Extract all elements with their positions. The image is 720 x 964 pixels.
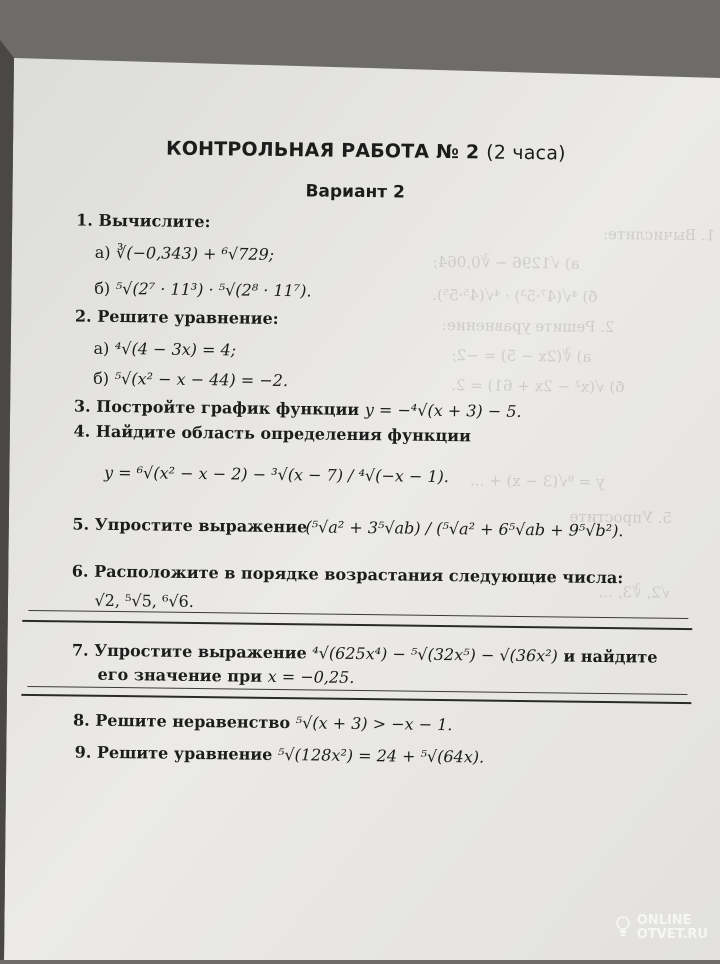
task-2-heading: 2. Решите уравнение: xyxy=(75,307,279,329)
task-1a: а) ∛(−0,343) + ⁶√729; xyxy=(95,243,275,265)
task-1-heading: 1. Вычислите: xyxy=(76,211,211,233)
task-7-expression: ⁴√(625x⁴) − ⁵√(32x⁵) − √(36x²) xyxy=(312,643,558,665)
title-bold: КОНТРОЛЬНАЯ РАБОТА № 2 xyxy=(166,138,480,164)
task-7: 7. Упростите выражение ⁴√(625x⁴) − ⁵√(32x⁵) − √(36x²) и найдите xyxy=(72,640,658,667)
page: 1. Вычислите: а) √1296 − ∛0,064; б) ⁴√(4⁷·5³) · ⁴√(4⁵·5⁵). 2. Решите уравнение: а) ∛(2x − 5) = −2; б) √(x² − 2x + 61) = 2. y = ⁸√(3 − x) + ... 5. Упростите √2, ∛3, ... КОНТРОЛЬНАЯ РАБОТА № 2 (2 часа) Вариант 2 1. Вычислите: а) ∛(−0,343) + ⁶√729; б) ⁵√(2⁷ · 11³) · ⁵√(2⁸ · 11⁷). 2. Решите уравнение: а) ⁴√(4 − 3x) = 4; б) ⁵√(x² − x − 44) = −2. 3. Постройте график функции y = −⁴√(x + 3) − 5. 4. Найдите область определения функции y = ⁶√(x² − x − 2) − ³√(x − 7) / ⁴√(−x − 1). 5. Упростите выражение (⁵√a² + 3⁵√ab) / (⁵√a² + 6⁵√ab + 9⁵√b²). 6. Расположите в порядке возрастания следующие числа: √2, ⁵√5, ⁶√6. 7. Упростите выражение ⁴√(625x⁴) − ⁵√(32x⁵) − √(36x²) и найдите его значение при x = −0,25. 8. Решите неравенство ⁵√(x + 3) > −x − 1. 9. Решите уравнение ⁵√(128x²) = 24 + ⁵√(64x). xyxy=(0,0,720,964)
task-5-expression: (⁵√a² + 3⁵√ab) / (⁵√a² + 6⁵√ab + 9⁵√b²). xyxy=(305,517,623,541)
task-2a-expression: ⁴√(4 − 3x) = 4; xyxy=(115,339,236,359)
task-9: 9. Решите уравнение ⁵√(128x²) = 24 + ⁵√(64x). xyxy=(75,743,485,768)
task-3: 3. Постройте график функции y = −⁴√(x + 3) − 5. xyxy=(74,396,522,421)
divider-bottom-1 xyxy=(27,686,687,695)
task-8: 8. Решите неравенство ⁵√(x + 3) > −x − 1. xyxy=(73,711,453,736)
page-title xyxy=(166,138,566,165)
task-4-heading: 4. Найдите область определения функции xyxy=(73,421,471,446)
task-6-heading: 6. Расположите в порядке возрастания следующие числа: xyxy=(72,561,624,588)
title-paren: (2 часа) xyxy=(486,142,566,165)
task-2b-expression: ⁵√(x² − x − 44) = −2. xyxy=(115,369,289,390)
task-1a-expression: ∛(−0,343) + ⁶√729; xyxy=(116,243,274,264)
task-8-expression: ⁵√(x + 3) > −x − 1. xyxy=(296,713,453,734)
task-9-expression: ⁵√(128x²) = 24 + ⁵√(64x). xyxy=(278,745,484,767)
task-5: 5. Упростите выражение xyxy=(72,514,307,537)
watermark-line-1: ONLINE xyxy=(637,914,708,928)
task-1b: б) ⁵√(2⁷ · 11³) · ⁵√(2⁸ · 11⁷). xyxy=(94,279,311,302)
task-7-continuation: его значение при x = −0,25. xyxy=(97,665,354,688)
task-2a: а) ⁴√(4 − 3x) = 4; xyxy=(93,339,236,361)
task-4-expression: y = ⁶√(x² − x − 2) − ³√(x − 7) / ⁴√(−x − 1). xyxy=(104,463,449,487)
divider-bottom-2 xyxy=(21,694,691,704)
watermark-line-2: OTVET.RU xyxy=(637,928,708,942)
lightbulb-icon xyxy=(615,916,631,938)
task-6-numbers: √2, ⁵√5, ⁶√6. xyxy=(94,591,194,612)
task-2b: б) ⁵√(x² − x − 44) = −2. xyxy=(93,369,288,391)
divider-top-1 xyxy=(28,610,688,619)
watermark xyxy=(637,914,708,942)
divider-top-2 xyxy=(22,620,692,630)
task-3-expression: y = −⁴√(x + 3) − 5. xyxy=(365,400,522,421)
task-1b-expression: ⁵√(2⁷ · 11³) · ⁵√(2⁸ · 11⁷). xyxy=(116,279,312,300)
variant-title: Вариант 2 xyxy=(305,181,405,202)
